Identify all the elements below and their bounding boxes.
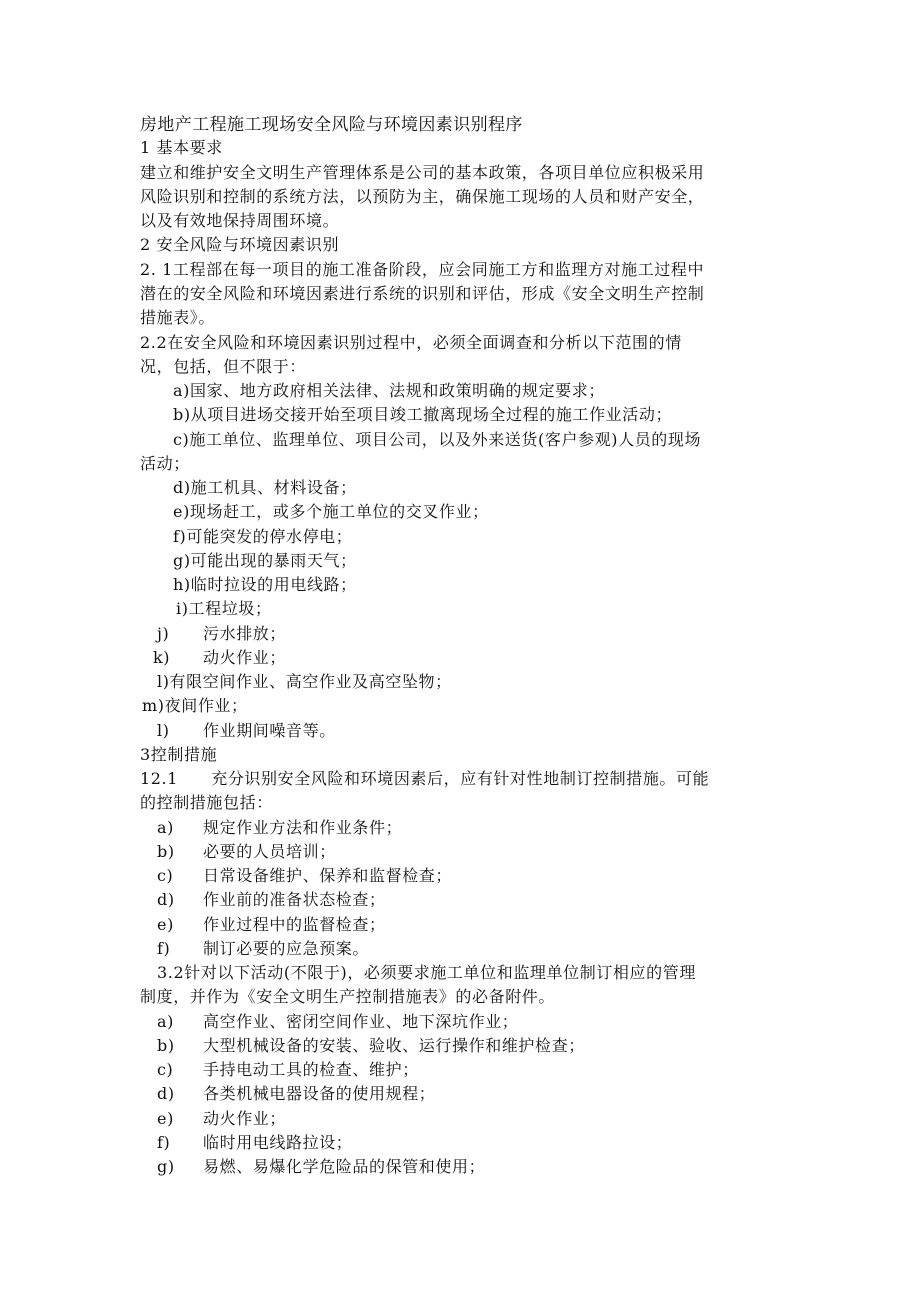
paragraph-2-1-line: 措施表》。 xyxy=(140,308,216,327)
list-item xyxy=(157,816,402,840)
list-item-text: 污水排放； xyxy=(203,624,287,643)
list-item: c)施工单位、监理单位、项目公司，以及外来送货(客户参观)人员的现场 xyxy=(173,430,702,449)
list-item: g)可能出现的暴雨天气； xyxy=(173,551,357,570)
list-item-text: 必要的人员培训； xyxy=(203,842,336,861)
list-item-label: d) xyxy=(157,890,175,909)
list-item xyxy=(157,937,369,961)
section-1-line: 建立和维护安全文明生产管理体系是公司的基本政策，各项目单位应积极采用 xyxy=(140,163,705,182)
list-item: f)可能突发的停水停电； xyxy=(173,527,353,546)
paragraph-3-1-line: 12.1 充分识别安全风险和环境因素后，应有针对性地制订控制措施。可能 xyxy=(140,769,710,788)
list-item-text: 高空作业、密闭空间作业、地下深坑作业； xyxy=(203,1012,519,1031)
list-item: l)有限空间作业、高空作业及高空坠物； xyxy=(157,672,452,691)
list-item-text: 日常设备维护、保养和监督检查； xyxy=(203,866,453,885)
list-item-label: b) xyxy=(157,842,175,861)
list-item-text: 手持电动工具的检查、维护； xyxy=(203,1060,419,1079)
list-item xyxy=(157,1010,518,1034)
list-item xyxy=(157,1155,485,1179)
list-item xyxy=(157,864,452,888)
list-item-label: a) xyxy=(157,818,174,837)
list-item-label: c) xyxy=(157,1060,174,1079)
section-1-heading: 1 基本要求 xyxy=(140,138,223,157)
list-item: m)夜间作业； xyxy=(142,696,248,715)
list-item-text: 作业前的准备状态检查； xyxy=(203,890,386,909)
list-item-text: 动火作业； xyxy=(203,1109,287,1128)
list-item-text: 规定作业方法和作业条件； xyxy=(203,818,403,837)
list-item-label: b) xyxy=(157,1036,175,1055)
list-item-label: j) xyxy=(157,624,170,643)
list-item xyxy=(157,840,336,864)
list-item: d)施工机具、材料设备； xyxy=(173,478,357,497)
list-item xyxy=(157,1082,435,1106)
list-item xyxy=(157,1107,286,1131)
list-item-text: 大型机械设备的安装、验收、运行操作和维护检查； xyxy=(203,1036,585,1055)
paragraph-2-1-line: 2. 1工程部在每一项目的施工准备阶段，应会同施工方和监理方对施工过程中 xyxy=(140,260,705,279)
list-item-text: 动火作业； xyxy=(203,648,287,667)
list-item-text: 制订必要的应急预案。 xyxy=(203,939,370,958)
list-item: a)国家、地方政府相关法律、法规和政策明确的规定要求； xyxy=(173,381,605,400)
list-item-label: g) xyxy=(157,1157,175,1176)
section-2-heading: 2 安全风险与环境因素识别 xyxy=(140,235,340,254)
list-item-label: f) xyxy=(157,1133,171,1152)
list-item xyxy=(157,622,286,646)
list-item-label: l) xyxy=(157,721,170,740)
list-item xyxy=(157,888,386,912)
list-item-label: d) xyxy=(157,1084,175,1103)
list-item: h)临时拉设的用电线路； xyxy=(173,575,357,594)
list-item-label: e) xyxy=(157,915,174,934)
list-item-text: 作业期间噪音等。 xyxy=(203,721,336,740)
section-1-line: 以及有效地保持周围环境。 xyxy=(140,211,340,230)
list-item: b)从项目进场交接开始至项目竣工撤离现场全过程的施工作业活动； xyxy=(173,405,673,424)
document-title: 房地产工程施工现场安全风险与环境因素识别程序 xyxy=(140,115,523,135)
paragraph-2-1-line: 潜在的安全风险和环境因素进行系统的识别和评估，形成《安全文明生产控制 xyxy=(140,284,705,303)
list-item: i)工程垃圾； xyxy=(176,599,272,618)
list-item xyxy=(157,1034,585,1058)
list-item-text: 作业过程中的监督检查； xyxy=(203,915,386,934)
list-item-label: k) xyxy=(153,648,171,667)
list-item xyxy=(157,913,386,937)
list-item xyxy=(157,719,336,743)
list-item xyxy=(157,1058,419,1082)
list-item-text: 易燃、易爆化学危险品的保管和使用； xyxy=(203,1157,486,1176)
list-item xyxy=(157,1131,352,1155)
paragraph-3-2-line: 3.2针对以下活动(不限于)，必须要求施工单位和监理单位制订相应的管理 xyxy=(157,963,696,982)
list-item-text: 临时用电线路拉设； xyxy=(203,1133,353,1152)
list-item-label: e) xyxy=(157,1109,174,1128)
list-item-label: a) xyxy=(157,1012,174,1031)
section-1-line: 风险识别和控制的系统方法，以预防为主，确保施工现场的人员和财产安全， xyxy=(140,187,705,206)
list-item-label: c) xyxy=(157,866,174,885)
section-3-heading: 3控制措施 xyxy=(140,745,218,764)
paragraph-2-2-line: 况，包括，但不限于： xyxy=(140,357,307,376)
list-item xyxy=(153,646,286,670)
list-item-label: f) xyxy=(157,939,171,958)
list-item-text: 各类机械电器设备的使用规程； xyxy=(203,1084,436,1103)
paragraph-2-2-line: 2.2在安全风险和环境因素识别过程中，必须全面调查和分析以下范围的情 xyxy=(140,333,682,352)
paragraph-3-2-line: 制度，并作为《安全文明生产控制措施表》的必备附件。 xyxy=(140,987,556,1006)
paragraph-3-1-line: 的控制措施包括： xyxy=(140,793,273,812)
list-item: e)现场赶工，或多个施工单位的交叉作业； xyxy=(173,502,489,521)
list-item-continuation: 活动； xyxy=(140,454,190,473)
